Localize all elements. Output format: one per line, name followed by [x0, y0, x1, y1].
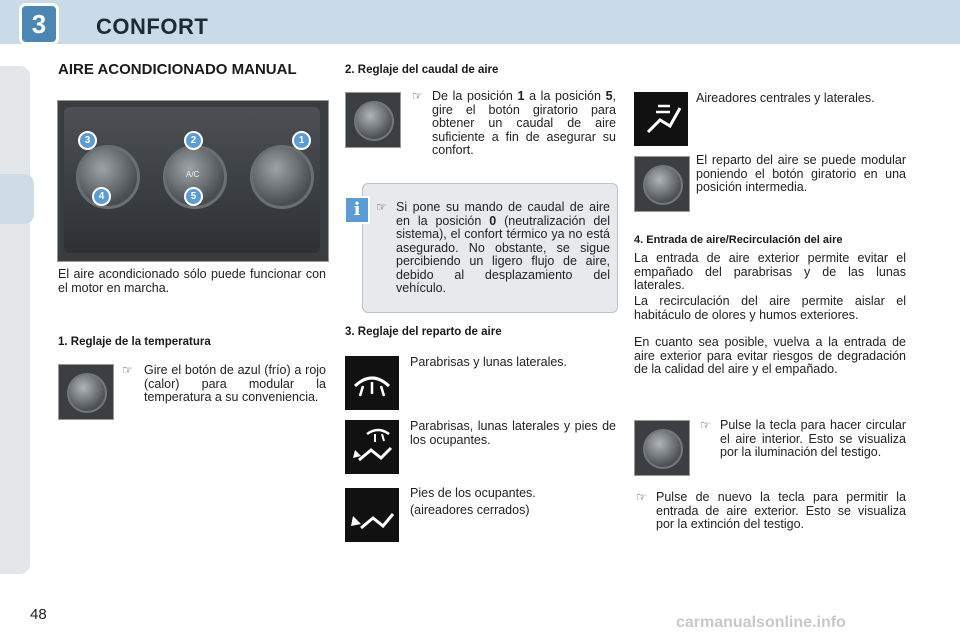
flow-text-part1: De la posición — [432, 89, 518, 103]
face-vents-icon — [634, 92, 688, 146]
distribution-knob-thumb — [634, 156, 690, 212]
hand-bullet-icon: ☞ — [700, 418, 711, 432]
distribution-knob-thumb-dial — [643, 165, 683, 205]
badge-3: 3 — [78, 131, 97, 150]
info-icon: i — [344, 196, 370, 224]
flow-knob-thumb-dial — [354, 101, 394, 141]
feet-icon — [345, 488, 399, 542]
hand-bullet-icon: ☞ — [376, 200, 387, 214]
badge-5: 5 — [184, 187, 203, 206]
flow-text-part2: a la posición — [524, 89, 606, 103]
info-text — [396, 201, 610, 296]
chapter-badge: 3 — [22, 6, 56, 42]
recirc-step-2: Pulse de nuevo la tecla para permitir la entrada de aire exterior. Esto se visualiza por la extinción del testigo. — [656, 490, 906, 531]
windscreen-demist-icon — [345, 356, 399, 410]
flow-position-1: 1 — [517, 89, 525, 103]
recirc-paragraph-2: La recirculación del aire permite aislar el habitáculo de olores y humos exteriores. — [634, 294, 906, 322]
ac-label: A/C — [186, 170, 200, 179]
flow-text-part3: , gire el botón giratorio para obtener un caudal de aire suficiente a fin de asegurar su confort. — [432, 89, 616, 157]
side-margin-bar — [0, 66, 30, 574]
section-title: AIRE ACONDICIONADO MANUAL — [58, 61, 297, 78]
distribution-option-1: Parabrisas y lunas laterales. — [410, 355, 568, 369]
mix-text: El reparto del aire se puede modular poniendo el botón giratorio en una posición intermedia. — [696, 153, 906, 194]
recirc-step-1: Pulse la tecla para hacer circular el aire interior. Esto se visualiza por la iluminación del testigo. — [720, 418, 906, 459]
hand-bullet-icon: ☞ — [412, 89, 423, 103]
page-title: CONFORT — [96, 14, 209, 39]
watermark: carmanualsonline.info — [676, 614, 846, 631]
badge-4: 4 — [92, 187, 111, 206]
distribution-knob — [250, 145, 314, 209]
distribution-heading: 3. Reglaje del reparto de aire — [345, 326, 502, 338]
page-number: 48 — [30, 606, 47, 623]
info-position-0: 0 — [489, 213, 497, 228]
flow-knob-thumb — [345, 92, 401, 148]
flow-text — [432, 90, 616, 158]
recirculation-button-thumb-dial — [643, 429, 683, 469]
badge-1: 1 — [292, 131, 311, 150]
windscreen-feet-icon — [345, 420, 399, 474]
hand-bullet-icon: ☞ — [636, 490, 647, 504]
distribution-option-3: Pies de los ocupantes. — [410, 486, 536, 500]
temp-text: Gire el botón de azul (frío) a rojo (calor) para modular la temperatura a su conveniencia. — [144, 363, 326, 404]
chapter-tab — [0, 174, 34, 224]
recirculation-button-thumb — [634, 420, 690, 476]
info-text-part2: (neutralización del sistema), el confort térmico ya no está asegurado. No obstante, se sigue percibiendo un ligero flujo de aire, debido al desplazamiento del vehículo. — [396, 213, 611, 295]
info-text-part1: Si pone su mando de caudal de aire en la posición — [396, 200, 610, 228]
temp-heading: 1. Reglaje de la temperatura — [58, 336, 211, 348]
control-panel-image — [57, 100, 329, 262]
recirc-paragraph-3: En cuanto sea posible, vuelva a la entrada de aire exterior para evitar riesgos de degradación de la calidad del aire y el empañado. — [634, 335, 906, 376]
recirc-paragraph-1: La entrada de aire exterior permite evitar el empañado del parabrisas y de las lunas laterales. — [634, 251, 906, 292]
intro-text: El aire acondicionado sólo puede funcionar con el motor en marcha. — [58, 267, 326, 295]
flow-heading: 2. Reglaje del caudal de aire — [345, 64, 499, 76]
temperature-knob-thumb — [58, 364, 114, 420]
vents-label: Aireadores centrales y laterales. — [696, 91, 875, 105]
hand-bullet-icon: ☞ — [122, 363, 133, 377]
temperature-knob-thumb-dial — [67, 373, 107, 413]
distribution-option-2: Parabrisas, lunas laterales y pies de los ocupantes. — [410, 419, 616, 447]
badge-2: 2 — [184, 131, 203, 150]
flow-position-5: 5 — [605, 89, 613, 103]
distribution-note: (aireadores cerrados) — [410, 503, 530, 517]
recirc-heading: 4. Entrada de aire/Recirculación del aire — [634, 234, 843, 246]
